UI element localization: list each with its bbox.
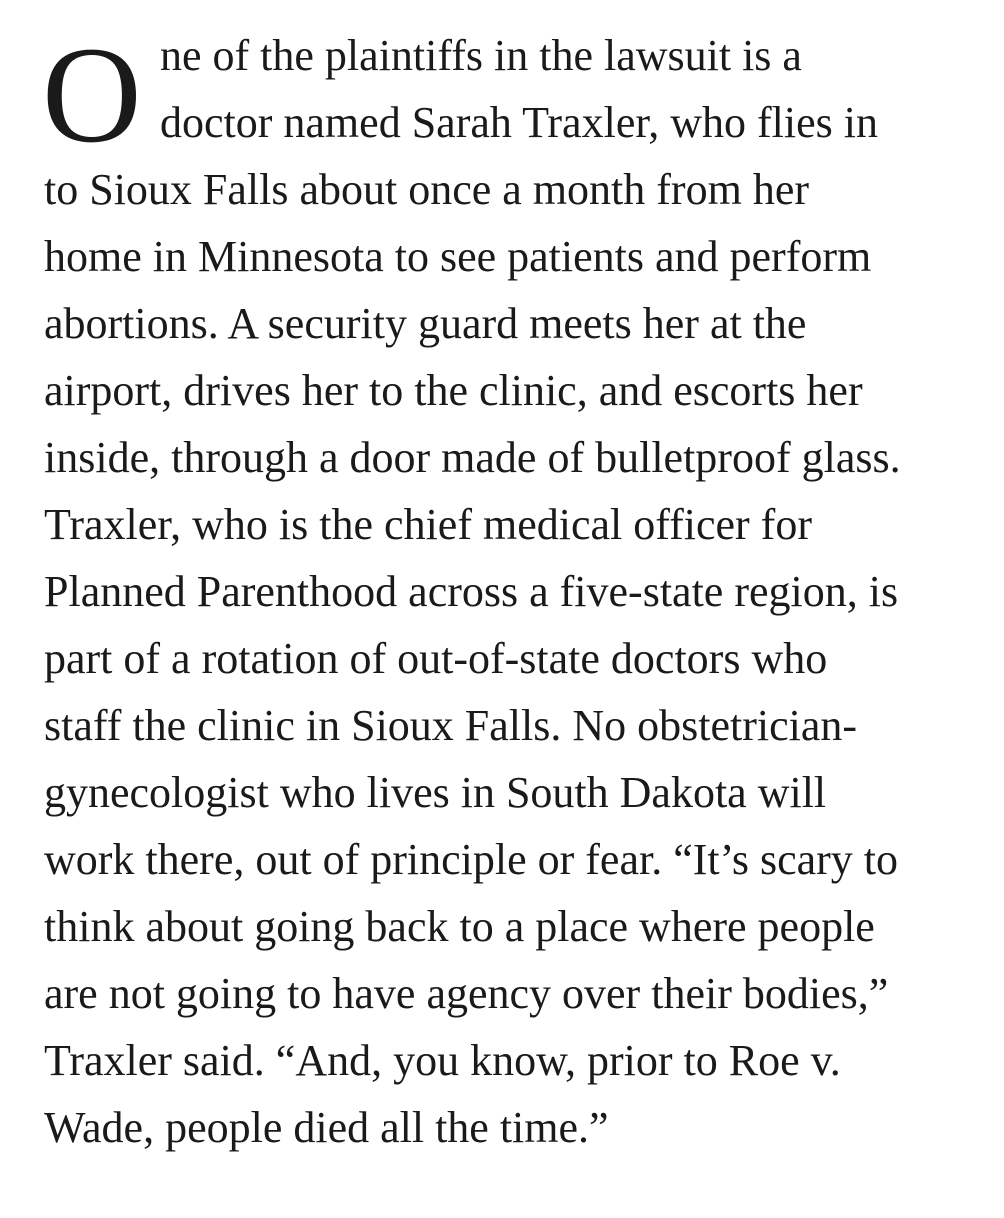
paragraph-line: inside, through a door made of bulletproof glass. [44,433,901,482]
paragraph-line: Planned Parenthood across a five-state region, is [44,567,899,616]
paragraph-line: part of a rotation of out-of-state doctors who [44,634,828,683]
drop-cap: O [42,18,142,171]
paragraph-line: are not going to have agency over their bodies,” [44,969,889,1018]
paragraph-line: staff the clinic in Sioux Falls. No obstetrician- [44,701,858,750]
paragraph-line: airport, drives her to the clinic, and escorts her [44,366,863,415]
paragraph-line: to Sioux Falls about once a month from her [44,165,809,214]
paragraph-line: ne of the plaintiffs in the lawsuit is a [160,31,802,80]
paragraph-line: abortions. A security guard meets her at the [44,299,807,348]
paragraph-line: home in Minnesota to see patients and perform [44,232,872,281]
paragraph-line: Wade, people died all the time.” [44,1103,609,1152]
paragraph-line: think about going back to a place where people [44,902,875,951]
paragraph-line: Traxler, who is the chief medical officer for [44,500,812,549]
paragraph-line: doctor named Sarah Traxler, who flies in [160,98,878,147]
article-paragraph [42,18,974,1161]
paragraph-line: work there, out of principle or fear. “It’s scary to [44,835,899,884]
paragraph-line: Traxler said. “And, you know, prior to Roe v. [44,1036,841,1085]
paragraph-line: gynecologist who lives in South Dakota will [44,768,827,817]
